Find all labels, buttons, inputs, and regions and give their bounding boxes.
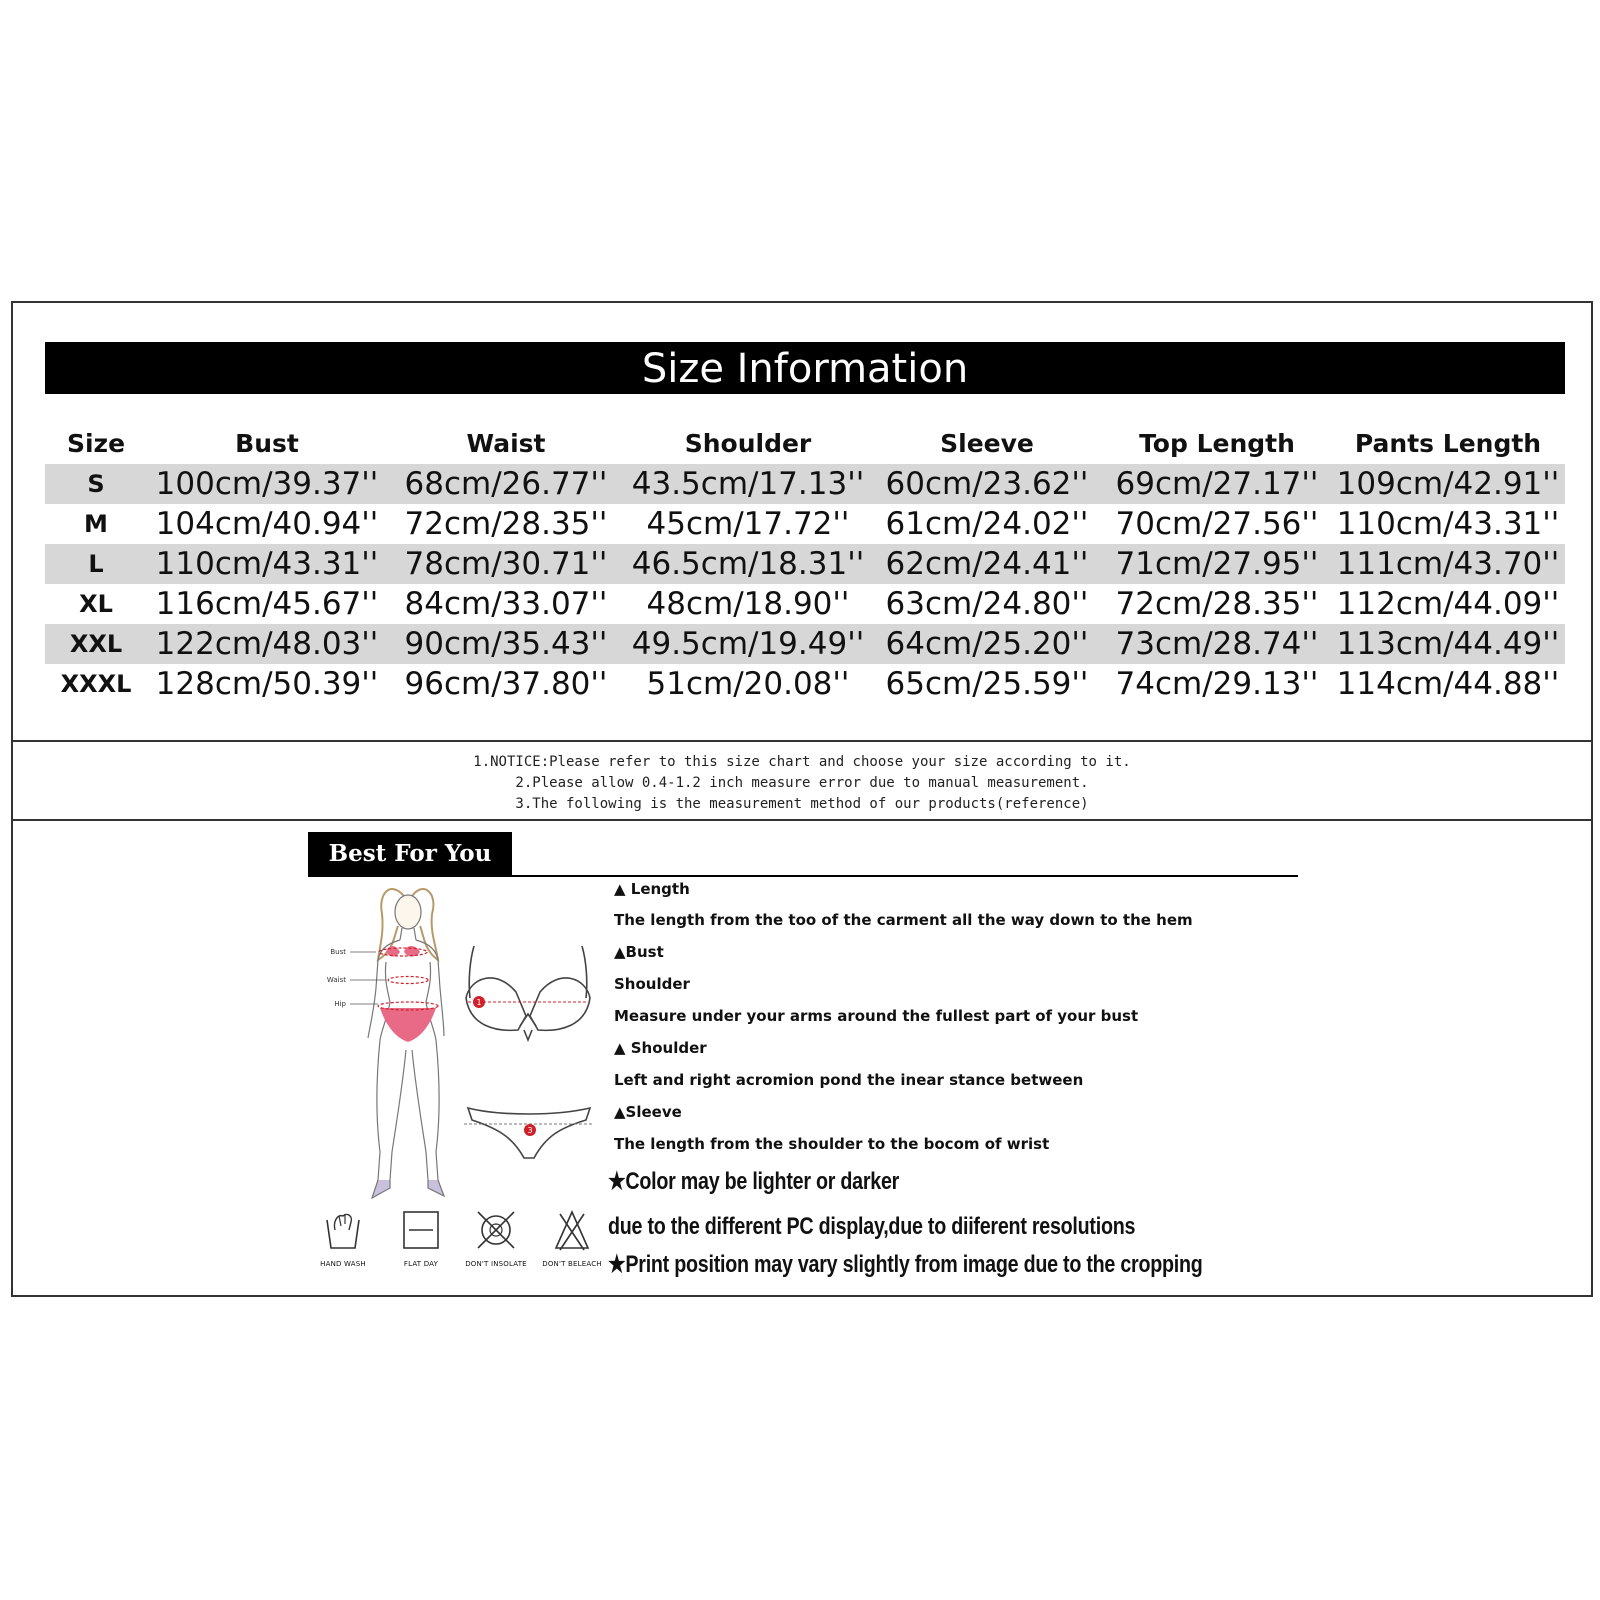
bust-label: Bust — [330, 948, 346, 956]
desc-sleeve-heading: ▲Sleeve — [614, 1103, 682, 1121]
best-for-you-underline — [308, 875, 1298, 877]
table-row — [45, 664, 1565, 704]
size-cell: M — [84, 510, 108, 538]
care-dont-bleach — [532, 1208, 612, 1268]
sleeve-cell: 62cm/24.41'' — [871, 544, 1103, 584]
desc-shoulder-heading: ▲ Shoulder — [614, 1039, 707, 1057]
notice-line: 1.NOTICE:Please refer to this size chart and choose your size according to it. — [473, 754, 1131, 770]
table-row — [45, 464, 1565, 504]
model-figure — [368, 889, 444, 1198]
shoulder-cell: 45cm/17.72'' — [646, 506, 850, 542]
bikini-top-diagram — [466, 946, 590, 1040]
bust-cell: 110cm/43.31'' — [147, 544, 387, 584]
desc-length-text: The length from the too of the carment all the way down to the hem — [614, 911, 1193, 929]
desc-bust-subheading: Shoulder — [614, 975, 690, 993]
size-table-header-row — [45, 422, 1565, 464]
sleeve-cell: 61cm/24.02'' — [885, 506, 1089, 542]
header-bust: Bust — [235, 428, 299, 458]
top-length-cell: 69cm/27.17'' — [1103, 464, 1331, 504]
size-cell: XXXL — [60, 670, 132, 698]
size-cell: XXL — [45, 624, 147, 664]
shoulder-cell: 48cm/18.90'' — [646, 586, 850, 622]
sleeve-cell: 64cm/25.20'' — [871, 624, 1103, 664]
top-length-cell: 70cm/27.56'' — [1115, 506, 1319, 542]
sleeve-cell: 60cm/23.62'' — [871, 464, 1103, 504]
dont-insolate-icon — [474, 1208, 518, 1252]
size-cell: XL — [79, 590, 113, 618]
bust-cell: 128cm/50.39'' — [155, 666, 379, 702]
shoulder-cell: 43.5cm/17.13'' — [625, 464, 871, 504]
waist-cell: 72cm/28.35'' — [404, 506, 608, 542]
shoulder-cell: 46.5cm/18.31'' — [625, 544, 871, 584]
header-top-length: Top Length — [1139, 428, 1295, 458]
size-information-title: Size Information — [45, 342, 1565, 394]
desc-sleeve-text: The length from the shoulder to the bocom of wrist — [614, 1135, 1050, 1153]
marker-3-label: 3 — [527, 1126, 533, 1135]
color-note: ★Color may be lighter or darker — [608, 1168, 900, 1195]
shoulder-cell: 51cm/20.08'' — [646, 666, 850, 702]
dont-bleach-label: DON'T BELEACH — [542, 1260, 602, 1268]
dont-bleach-icon — [550, 1208, 594, 1252]
sleeve-cell: 63cm/24.80'' — [885, 586, 1089, 622]
care-hand-wash — [303, 1208, 383, 1268]
waist-cell: 96cm/37.80'' — [404, 666, 608, 702]
pants-length-cell: 111cm/43.70'' — [1331, 544, 1565, 584]
desc-shoulder-text: Left and right acromion pond the inear stance between — [614, 1071, 1084, 1089]
sleeve-cell: 65cm/25.59'' — [885, 666, 1089, 702]
table-row — [45, 624, 1565, 664]
notice-line: 2.Please allow 0.4-1.2 inch measure error due to manual measurement. — [515, 775, 1089, 791]
top-length-cell: 73cm/28.74'' — [1103, 624, 1331, 664]
shoulder-cell: 49.5cm/19.49'' — [625, 624, 871, 664]
bust-cell: 116cm/45.67'' — [155, 586, 379, 622]
notice-block — [11, 752, 1593, 815]
bust-cell: 122cm/48.03'' — [147, 624, 387, 664]
top-length-cell: 74cm/29.13'' — [1115, 666, 1319, 702]
waist-cell: 90cm/35.43'' — [387, 624, 625, 664]
marker-1-label: 1 — [476, 998, 482, 1007]
section-divider — [11, 819, 1593, 821]
bust-cell: 100cm/39.37'' — [147, 464, 387, 504]
waist-cell: 68cm/26.77'' — [387, 464, 625, 504]
hand-wash-label: HAND WASH — [320, 1260, 366, 1268]
pants-length-cell: 109cm/42.91'' — [1331, 464, 1565, 504]
flat-dry-icon — [399, 1208, 443, 1252]
table-row — [45, 504, 1565, 544]
size-table — [45, 422, 1565, 704]
notice-line: 3.The following is the measurement method of our products(reference) — [515, 796, 1089, 812]
pants-length-cell: 110cm/43.31'' — [1336, 506, 1560, 542]
flat-dry-label: FLAT DAY — [403, 1260, 439, 1268]
measure-lines — [350, 948, 438, 1010]
desc-bust-heading: ▲Bust — [614, 943, 664, 961]
header-shoulder: Shoulder — [684, 428, 812, 458]
table-row — [45, 584, 1565, 624]
waist-cell: 78cm/30.71'' — [387, 544, 625, 584]
size-cell: L — [45, 544, 147, 584]
header-pants-length: Pants Length — [1354, 428, 1542, 458]
best-for-you-tab: Best For You — [308, 832, 512, 876]
header-sleeve: Sleeve — [940, 428, 1034, 458]
desc-bust-text: Measure under your arms around the fullest part of your bust — [614, 1007, 1139, 1025]
header-waist: Waist — [466, 428, 546, 458]
waist-label: Waist — [326, 976, 346, 984]
measurement-illustration — [320, 880, 610, 1210]
hip-label: Hip — [334, 1000, 346, 1008]
pants-length-cell: 114cm/44.88'' — [1336, 666, 1560, 702]
desc-length-heading: ▲ Length — [614, 880, 690, 898]
section-divider — [11, 740, 1593, 742]
hand-wash-icon — [321, 1208, 365, 1252]
pants-length-cell: 113cm/44.49'' — [1331, 624, 1565, 664]
header-size: Size — [66, 428, 126, 458]
print-position-note: ★Print position may vary slightly from image due to the cropping — [608, 1251, 1203, 1278]
table-row — [45, 544, 1565, 584]
pants-length-cell: 112cm/44.09'' — [1336, 586, 1560, 622]
top-length-cell: 71cm/27.95'' — [1103, 544, 1331, 584]
care-dont-insolate — [456, 1208, 536, 1268]
top-length-cell: 72cm/28.35'' — [1115, 586, 1319, 622]
bust-cell: 104cm/40.94'' — [155, 506, 379, 542]
dont-insolate-label: DON'T INSOLATE — [465, 1260, 527, 1268]
size-cell: S — [45, 464, 147, 504]
care-flat-dry — [381, 1208, 461, 1268]
waist-cell: 84cm/33.07'' — [404, 586, 608, 622]
display-note: due to the different PC display,due to diiferent resolutions — [608, 1213, 1136, 1240]
